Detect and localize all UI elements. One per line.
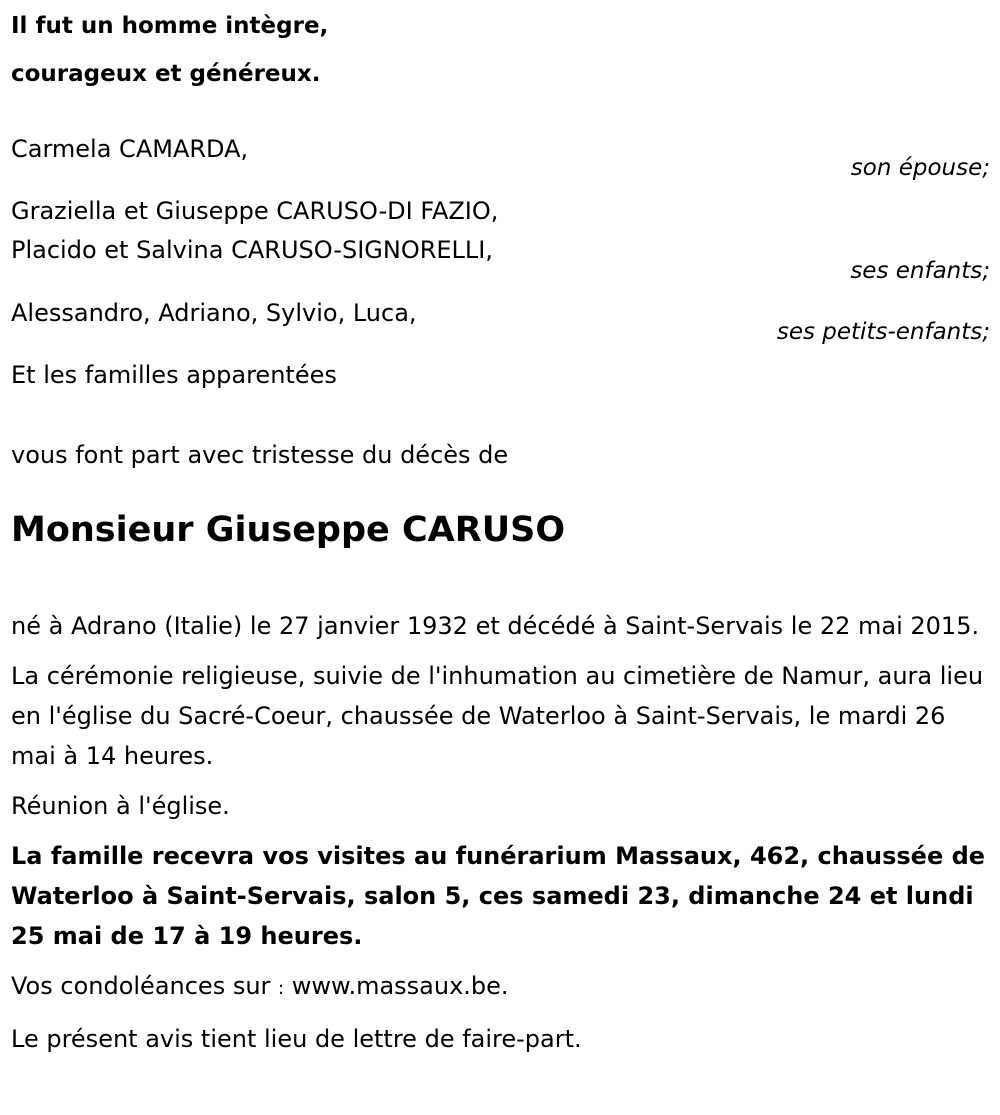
epitaph-line-1: Il fut un homme intègre, xyxy=(11,13,329,39)
ceremony-paragraph: La cérémonie religieuse, suivie de l'inhumation au cimetière de Namur, aura lieu en l'église du Sacré-Coeur, chaussée de Waterloo à Saint-Servais, le mardi 26 mai à 14 heures. xyxy=(11,662,984,770)
family-role: son épouse; xyxy=(850,155,990,181)
family-entry-grandchildren xyxy=(11,295,990,357)
condolences-link[interactable]: www.massaux.be. xyxy=(291,972,509,1000)
condolences-paragraph xyxy=(11,966,990,1009)
visits-paragraph: La famille recevra vos visites au funérarium Massaux, 462, chaussée de Waterloo à Saint-Servais, salon 5, ces samedi 23, dimanche 24 et lundi 25 mai de 17 à 19 heures. xyxy=(11,842,986,950)
family-role: ses petits-enfants; xyxy=(776,319,990,345)
birth-death-paragraph: né à Adrano (Italie) le 27 janvier 1932 et décédé à Saint-Servais le 22 mai 2015. xyxy=(11,612,980,640)
family-name: Graziella et Giuseppe CARUSO-DI FAZIO, xyxy=(11,197,499,225)
announcement: vous font part avec tristesse du décès de xyxy=(11,441,509,469)
epitaph xyxy=(11,0,990,98)
reunion-paragraph: Réunion à l'église. xyxy=(11,792,230,820)
family-list xyxy=(11,131,990,393)
family-entry-spouse xyxy=(11,131,990,192)
deceased-name: Monsieur Giuseppe CARUSO xyxy=(11,510,566,550)
relatives-line: Et les familles apparentées xyxy=(11,361,337,389)
family-role: ses enfants; xyxy=(850,258,990,284)
family-name: Placido et Salvina CARUSO-SIGNORELLI, xyxy=(11,236,494,264)
condolences-label: Vos condoléances sur xyxy=(11,972,271,1000)
epitaph-line-2: courageux et généreux. xyxy=(11,61,321,87)
family-name: Carmela CAMARDA, xyxy=(11,135,249,163)
condolences-colon: : xyxy=(278,978,285,999)
family-entry-children xyxy=(11,192,990,295)
notice-paragraph: Le présent avis tient lieu de lettre de faire-part. xyxy=(11,1025,582,1053)
family-name: Alessandro, Adriano, Sylvio, Luca, xyxy=(11,299,417,327)
